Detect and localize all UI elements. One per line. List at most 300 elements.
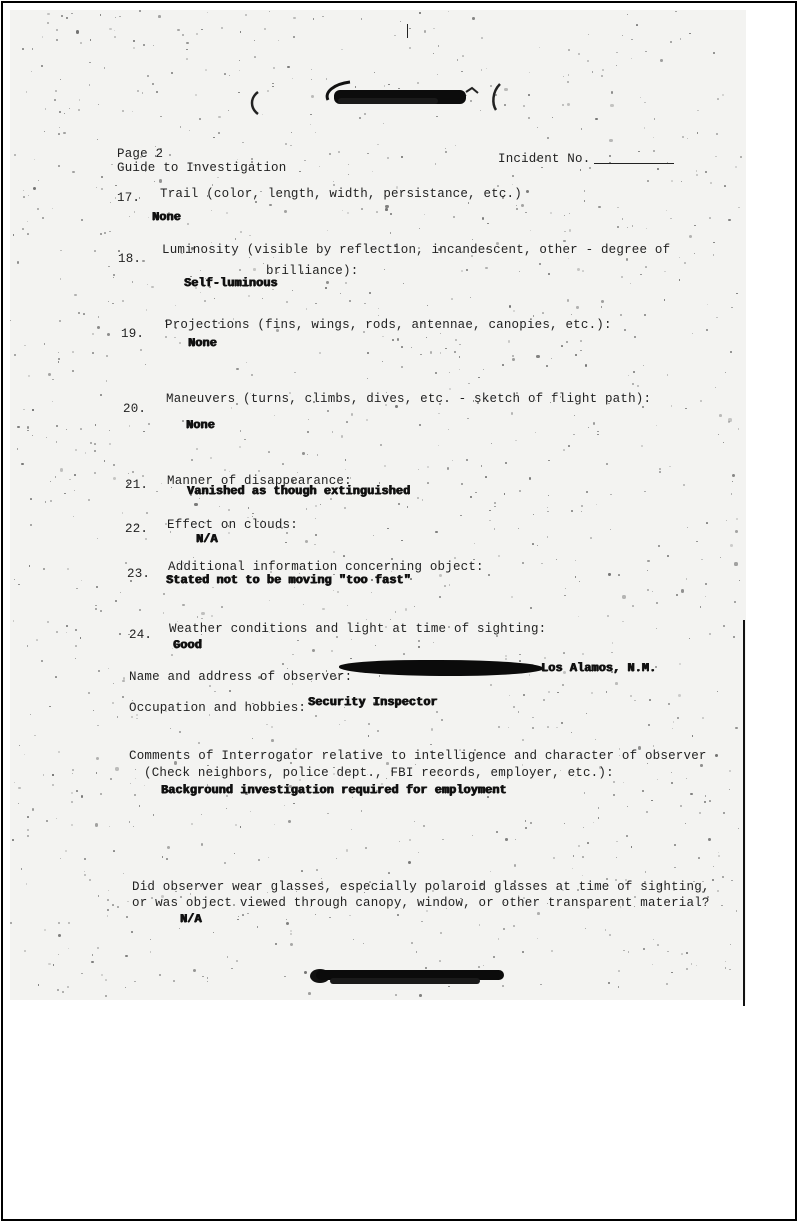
- noise-speck: [578, 53, 580, 55]
- noise-speck: [127, 901, 129, 903]
- noise-speck: [312, 649, 315, 652]
- item-18-answer: Self-luminous: [184, 276, 278, 290]
- noise-speck: [569, 229, 572, 232]
- noise-speck: [372, 171, 374, 173]
- noise-speck: [344, 720, 346, 722]
- noise-speck: [113, 274, 115, 276]
- noise-speck: [61, 15, 63, 17]
- noise-speck: [734, 601, 737, 604]
- item-20-answer: None: [186, 418, 215, 432]
- noise-speck: [228, 532, 230, 534]
- noise-speck: [515, 440, 516, 441]
- noise-speck: [336, 858, 337, 859]
- noise-speck: [525, 827, 527, 829]
- noise-speck: [557, 692, 558, 693]
- noise-speck: [122, 110, 124, 112]
- noise-speck: [548, 691, 550, 693]
- noise-speck: [174, 337, 175, 338]
- noise-speck: [664, 299, 665, 300]
- noise-speck: [668, 703, 669, 704]
- noise-speck: [97, 326, 100, 329]
- noise-speck: [485, 476, 487, 478]
- noise-speck: [373, 535, 374, 536]
- noise-speck: [75, 629, 77, 631]
- noise-speck: [108, 890, 110, 892]
- noise-speck: [622, 218, 623, 219]
- noise-speck: [55, 90, 57, 92]
- noise-speck: [607, 615, 609, 617]
- noise-speck: [453, 216, 455, 218]
- noise-speck: [199, 118, 201, 120]
- noise-speck: [166, 858, 168, 860]
- noise-speck: [526, 190, 529, 193]
- noise-speck: [198, 742, 200, 744]
- noise-speck: [547, 511, 549, 513]
- noise-speck: [578, 616, 579, 617]
- noise-speck: [294, 372, 296, 374]
- noise-speck: [246, 362, 247, 363]
- noise-speck: [367, 378, 368, 379]
- noise-speck: [699, 812, 700, 813]
- incident-label: Incident No.: [498, 152, 591, 166]
- noise-speck: [56, 441, 57, 442]
- noise-speck: [516, 208, 518, 210]
- noise-speck: [123, 873, 124, 874]
- noise-speck: [675, 11, 676, 12]
- noise-speck: [612, 642, 613, 643]
- noise-speck: [207, 977, 208, 978]
- noise-speck: [606, 691, 607, 692]
- noise-speck: [126, 916, 127, 917]
- item-19-number: 19.: [121, 327, 145, 341]
- noise-speck: [239, 269, 241, 271]
- noise-speck: [156, 491, 158, 493]
- noise-speck: [30, 524, 32, 526]
- observer-name-label: Name and address of observer:: [129, 670, 353, 684]
- noise-speck: [442, 839, 443, 840]
- noise-speck: [114, 30, 115, 31]
- noise-speck: [618, 986, 620, 988]
- noise-speck: [159, 179, 162, 182]
- noise-speck: [351, 413, 353, 415]
- noise-speck: [202, 976, 204, 978]
- noise-speck: [109, 430, 110, 431]
- noise-speck: [467, 418, 469, 420]
- noise-speck: [642, 406, 644, 408]
- noise-speck: [344, 507, 346, 509]
- item-23-number: 23.: [127, 567, 151, 581]
- noise-speck: [427, 482, 429, 484]
- noise-speck: [58, 934, 61, 937]
- noise-speck: [133, 826, 134, 827]
- noise-speck: [315, 534, 317, 536]
- noise-speck: [730, 944, 732, 946]
- noise-speck: [479, 924, 480, 925]
- noise-speck: [221, 27, 223, 29]
- noise-speck: [286, 919, 287, 920]
- noise-speck: [201, 843, 204, 846]
- noise-speck: [646, 228, 647, 229]
- noise-speck: [115, 767, 118, 770]
- noise-speck: [439, 574, 442, 577]
- noise-speck: [217, 177, 219, 179]
- noise-speck: [505, 838, 508, 841]
- noise-speck: [239, 60, 240, 61]
- noise-speck: [487, 223, 489, 225]
- noise-speck: [521, 204, 524, 207]
- noise-speck: [533, 514, 534, 515]
- noise-speck: [518, 711, 519, 712]
- noise-speck: [351, 639, 352, 640]
- noise-speck: [512, 358, 515, 361]
- noise-speck: [518, 528, 520, 530]
- noise-speck: [106, 380, 108, 382]
- noise-speck: [403, 283, 404, 284]
- noise-speck: [721, 905, 722, 906]
- noise-speck: [69, 108, 70, 109]
- item-22-question: Effect on clouds:: [167, 518, 298, 532]
- noise-speck: [23, 196, 25, 198]
- noise-speck: [55, 476, 56, 477]
- noise-speck: [470, 496, 471, 497]
- noise-speck: [717, 98, 719, 100]
- noise-speck: [313, 18, 315, 20]
- noise-speck: [472, 835, 474, 837]
- noise-speck: [110, 778, 112, 780]
- noise-speck: [539, 47, 540, 48]
- noise-speck: [286, 532, 288, 534]
- noise-speck: [252, 516, 253, 517]
- noise-speck: [134, 981, 135, 982]
- noise-speck: [228, 110, 229, 111]
- noise-speck: [419, 12, 420, 13]
- noise-speck: [80, 42, 82, 44]
- noise-speck: [610, 104, 613, 107]
- noise-speck: [45, 108, 46, 109]
- noise-speck: [568, 445, 570, 447]
- noise-speck: [27, 645, 29, 647]
- noise-speck: [331, 650, 333, 652]
- noise-speck: [153, 814, 154, 815]
- noise-speck: [702, 717, 704, 719]
- noise-speck: [195, 94, 197, 96]
- noise-speck: [196, 33, 197, 34]
- noise-speck: [725, 372, 726, 373]
- noise-speck: [227, 956, 228, 957]
- noise-speck: [440, 352, 442, 354]
- noise-speck: [58, 361, 59, 362]
- noise-speck: [240, 31, 242, 33]
- noise-speck: [697, 110, 699, 112]
- noise-speck: [567, 103, 570, 106]
- noise-speck: [388, 872, 390, 874]
- noise-speck: [228, 509, 230, 511]
- item-18-question-line2: brilliance):: [266, 264, 359, 278]
- noise-speck: [346, 421, 348, 423]
- noise-speck: [315, 518, 316, 519]
- noise-speck: [98, 670, 99, 671]
- noise-speck: [128, 473, 130, 475]
- noise-speck: [273, 257, 274, 258]
- noise-speck: [530, 230, 531, 231]
- noise-speck: [17, 261, 19, 263]
- item-18-question-line1: Luminosity (visible by reflection, incandescent, other - degree of: [162, 243, 671, 257]
- noise-speck: [561, 722, 562, 723]
- noise-speck: [700, 764, 703, 767]
- noise-speck: [177, 29, 179, 31]
- noise-speck: [588, 427, 589, 428]
- noise-speck: [340, 293, 341, 294]
- noise-speck: [229, 75, 230, 76]
- noise-speck: [498, 938, 499, 939]
- noise-speck: [482, 217, 484, 219]
- noise-speck: [23, 409, 25, 411]
- noise-speck: [317, 454, 319, 456]
- noise-speck: [134, 211, 135, 212]
- noise-speck: [564, 823, 565, 824]
- noise-speck: [670, 218, 671, 219]
- noise-speck: [375, 645, 377, 647]
- noise-speck: [89, 62, 91, 64]
- noise-speck: [548, 460, 549, 461]
- noise-speck: [681, 181, 682, 182]
- noise-speck: [738, 828, 739, 829]
- noise-speck: [582, 653, 584, 655]
- noise-speck: [419, 994, 422, 997]
- noise-speck: [18, 803, 19, 804]
- item-17-answer: None: [152, 210, 181, 224]
- noise-speck: [643, 948, 645, 950]
- noise-speck: [112, 904, 114, 906]
- noise-speck: [667, 374, 669, 376]
- noise-speck: [542, 312, 544, 314]
- noise-speck: [685, 408, 687, 410]
- noise-speck: [254, 40, 255, 41]
- noise-speck: [325, 287, 326, 288]
- noise-speck: [171, 72, 173, 74]
- noise-speck: [620, 314, 622, 316]
- noise-speck: [27, 829, 29, 831]
- noise-speck: [613, 794, 615, 796]
- noise-speck: [24, 345, 25, 346]
- noise-speck: [30, 498, 32, 500]
- noise-speck: [568, 49, 570, 51]
- noise-speck: [715, 387, 716, 388]
- noise-speck: [60, 858, 61, 859]
- noise-speck: [519, 271, 520, 272]
- noise-speck: [156, 91, 158, 93]
- noise-speck: [701, 559, 703, 561]
- noise-speck: [623, 782, 625, 784]
- noise-speck: [294, 587, 295, 588]
- guide-label: Guide to Investigation: [117, 161, 287, 175]
- noise-speck: [438, 445, 439, 446]
- noise-speck: [152, 83, 154, 85]
- noise-speck: [445, 148, 446, 149]
- noise-speck: [333, 184, 335, 186]
- noise-speck: [535, 432, 536, 433]
- noise-speck: [349, 915, 351, 917]
- noise-speck: [333, 551, 335, 553]
- noise-speck: [58, 165, 60, 167]
- noise-speck: [224, 469, 226, 471]
- noise-speck: [616, 65, 617, 66]
- noise-speck: [27, 816, 29, 818]
- noise-speck: [143, 431, 145, 433]
- noise-speck: [664, 271, 666, 273]
- noise-speck: [583, 827, 584, 828]
- noise-speck: [94, 450, 96, 452]
- noise-speck: [290, 943, 293, 946]
- item-20-question: Maneuvers (turns, climbs, dives, etc. - sketch of flight path):: [166, 392, 652, 406]
- noise-speck: [329, 917, 330, 918]
- noise-speck: [306, 508, 308, 510]
- noise-speck: [105, 995, 107, 997]
- noise-speck: [115, 600, 117, 602]
- noise-speck: [143, 44, 145, 46]
- noise-speck: [83, 313, 85, 315]
- noise-speck: [224, 862, 226, 864]
- noise-speck: [248, 295, 250, 297]
- noise-speck: [58, 133, 60, 135]
- noise-speck: [710, 182, 712, 184]
- noise-speck: [92, 333, 93, 334]
- noise-speck: [200, 270, 201, 271]
- noise-speck: [457, 59, 459, 61]
- noise-speck: [21, 868, 22, 869]
- noise-speck: [290, 933, 292, 935]
- noise-speck: [122, 680, 124, 682]
- noise-speck: [601, 306, 603, 308]
- noise-speck: [47, 22, 49, 24]
- noise-speck: [700, 606, 702, 608]
- noise-speck: [226, 808, 228, 810]
- noise-speck: [392, 339, 394, 341]
- noise-speck: [630, 283, 631, 284]
- noise-speck: [593, 422, 596, 425]
- noise-speck: [336, 636, 338, 638]
- noise-speck: [424, 30, 427, 33]
- noise-speck: [368, 723, 370, 725]
- noise-speck: [426, 910, 428, 912]
- noise-speck: [466, 269, 468, 271]
- noise-speck: [439, 596, 441, 598]
- noise-speck: [106, 355, 108, 357]
- noise-speck: [725, 967, 727, 969]
- noise-speck: [199, 498, 200, 499]
- noise-speck: [597, 434, 598, 435]
- item-19-answer: None: [188, 336, 217, 350]
- redacted-bottom-stamp: [300, 958, 520, 992]
- noise-speck: [97, 139, 98, 140]
- noise-speck: [45, 501, 47, 503]
- noise-speck: [170, 728, 171, 729]
- noise-speck: [76, 30, 79, 33]
- noise-speck: [547, 137, 549, 139]
- noise-speck: [726, 520, 727, 521]
- noise-speck: [530, 607, 532, 609]
- noise-speck: [161, 483, 162, 484]
- noise-speck: [683, 484, 685, 486]
- noise-speck: [652, 591, 653, 592]
- noise-speck: [654, 118, 656, 120]
- noise-speck: [586, 491, 588, 493]
- noise-speck: [433, 28, 434, 29]
- noise-speck: [519, 654, 520, 655]
- noise-speck: [689, 235, 692, 238]
- noise-speck: [60, 278, 62, 280]
- noise-speck: [266, 724, 267, 725]
- noise-speck: [411, 347, 412, 348]
- noise-speck: [321, 878, 322, 879]
- noise-speck: [131, 931, 133, 933]
- noise-speck: [12, 839, 14, 841]
- noise-speck: [401, 156, 402, 157]
- noise-speck: [125, 955, 127, 957]
- noise-speck: [494, 502, 496, 504]
- noise-speck: [461, 483, 463, 485]
- noise-speck: [489, 510, 490, 511]
- noise-speck: [656, 425, 658, 427]
- noise-speck: [117, 906, 119, 908]
- noise-speck: [52, 208, 53, 209]
- noise-speck: [115, 185, 117, 187]
- noise-speck: [686, 778, 687, 779]
- noise-speck: [361, 810, 363, 812]
- noise-speck: [239, 446, 241, 448]
- noise-speck: [235, 824, 237, 826]
- noise-speck: [687, 527, 688, 528]
- noise-speck: [475, 492, 477, 494]
- noise-speck: [401, 346, 403, 348]
- noise-speck: [248, 507, 249, 508]
- noise-speck: [24, 754, 25, 755]
- noise-speck: [382, 336, 383, 337]
- noise-speck: [657, 779, 658, 780]
- noise-speck: [100, 394, 102, 396]
- noise-speck: [449, 388, 451, 390]
- item-24-number: 24.: [129, 628, 153, 642]
- noise-speck: [187, 223, 189, 225]
- noise-speck: [409, 839, 411, 841]
- noise-speck: [541, 563, 542, 564]
- noise-speck: [605, 929, 606, 930]
- noise-speck: [575, 576, 577, 578]
- noise-speck: [679, 279, 680, 280]
- noise-speck: [717, 691, 718, 692]
- noise-speck: [728, 421, 730, 423]
- noise-speck: [96, 187, 97, 188]
- margin-tick: [407, 24, 408, 38]
- noise-speck: [268, 857, 269, 858]
- noise-speck: [368, 735, 370, 737]
- noise-speck: [71, 792, 73, 794]
- noise-speck: [641, 445, 643, 447]
- noise-speck: [401, 366, 403, 368]
- noise-speck: [680, 38, 682, 40]
- noise-speck: [182, 420, 184, 422]
- noise-speck: [616, 857, 617, 858]
- noise-speck: [575, 354, 576, 355]
- noise-speck: [32, 435, 33, 436]
- noise-speck: [537, 127, 538, 128]
- noise-speck: [221, 606, 223, 608]
- noise-speck: [586, 713, 587, 714]
- noise-speck: [694, 225, 696, 227]
- noise-speck: [706, 329, 708, 331]
- noise-speck: [598, 807, 599, 808]
- noise-speck: [347, 605, 348, 606]
